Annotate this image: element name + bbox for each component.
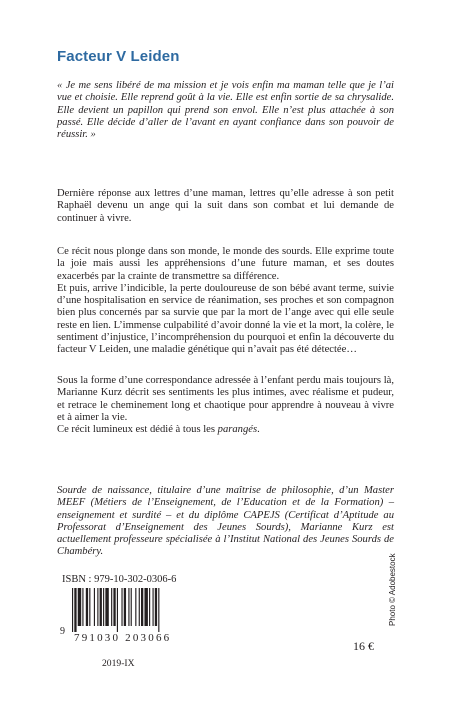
- summary-paragraph: Et puis, arrive l’indicible, la perte douloureuse de son bébé avant terme, suivie d’une hospitalisation en service de réanimation, ses proches et son compagnon bien plus concernés par sa survie que par la mort de l’ange avec qui elle seule reste en lien. L’immense culpabilité d’avoir donné la vie et la mort, la colère, le sentiment d’injustice, l’incompréhension du pourquoi et enfin la découverte du facteur V Leiden, une maladie génétique qui n’avait pas été détectée…: [57, 282, 394, 356]
- barcode-bar: [121, 588, 122, 626]
- dedication-end: .: [257, 424, 260, 436]
- barcode-bar: [113, 588, 115, 626]
- intro-paragraph: [57, 188, 394, 225]
- summary-section-1: [57, 246, 394, 357]
- barcode-bar: [155, 588, 157, 626]
- dedication-text: Ce récit lumineux est dédié à tous les: [57, 424, 218, 436]
- barcode-bar: [72, 588, 73, 632]
- barcode-bar: [131, 588, 132, 626]
- barcode-bar: [128, 588, 129, 626]
- quote-text: « Je me sens libéré de ma mission et je vois enfin ma maman telle que je l’ai vue et choisie. Elle reprend goût à la vie. Elle est enfin sortie de sa chrysalide. Elle devient un papillon qui prend son envol. Elle n’est plus attachée à son passé. Elle décide d’aller de l’avant en ayant confiance dans son pouvoir de réussir. »: [57, 80, 394, 141]
- barcode-bar: [139, 588, 140, 626]
- barcode-bar: [144, 588, 147, 626]
- excerpt-quote: [57, 80, 394, 141]
- intro-text: Dernière réponse aux lettres d’une maman, lettres qu’elle adresse à son petit Raphaël devenu un ange qui la suit dans son combat et lui demande de continuer à vivre.: [57, 188, 394, 224]
- barcode-digits: 791030 203066: [74, 632, 172, 644]
- edition-code: 2019-IX: [102, 658, 135, 669]
- barcode-bar: [94, 588, 95, 626]
- barcode-icon: [72, 588, 192, 632]
- photo-credit: Photo © Adobestock: [388, 553, 397, 626]
- summary-paragraph: Sous la forme d’une correspondance adressée à l’enfant perdu mais toujours là, Marianne Kurz décrit ses sentiments les plus intimes, avec réalisme et pudeur, et retrace le cheminement long et chaotique pour apprendre à nouveau à vivre et à aimer la vie.: [57, 375, 394, 423]
- summary-section-2: [57, 375, 394, 436]
- dedication-line: [57, 424, 394, 436]
- barcode-bar: [158, 588, 159, 632]
- barcode-first-digit: 9: [60, 626, 65, 637]
- barcode-bar: [78, 588, 81, 626]
- isbn-label: ISBN : 979-10-302-0306-6: [62, 574, 177, 585]
- book-title: Facteur V Leiden: [57, 48, 180, 65]
- barcode-bar: [117, 588, 118, 632]
- barcode-bar: [103, 588, 104, 626]
- barcode-bar: [124, 588, 126, 626]
- barcode-bar: [149, 588, 150, 626]
- dedication-word: parangés: [217, 424, 258, 436]
- barcode-bar: [105, 588, 108, 626]
- barcode-block: [60, 588, 192, 648]
- barcode-bar: [141, 588, 143, 626]
- barcode-bar: [74, 588, 76, 632]
- barcode-bar: [135, 588, 136, 626]
- barcode-bar: [97, 588, 98, 626]
- price-label: 16 €: [353, 639, 374, 653]
- barcode-bar: [86, 588, 88, 626]
- barcode-bar: [100, 588, 102, 626]
- barcode-bar: [89, 588, 90, 626]
- barcode-bar: [82, 588, 83, 626]
- barcode-bar: [153, 588, 154, 626]
- summary-paragraph: Ce récit nous plonge dans son monde, le monde des sourds. Elle exprime toute la joie mais aussi les appréhensions d’une future maman, et ses doutes exacerbés par la crainte de transmettre sa différence.: [57, 246, 394, 282]
- author-bio-text: Sourde de naissance, titulaire d’une maîtrise de philosophie, d’un Master MEEF (Métiers de l’Enseignement, de l’Education et de la Formation) – enseignement et surdité – et du diplôme CAPEJS (Certificat d’Aptitude au Professorat d’Enseignement des Jeunes Sourds), Marianne Kurz est actuellement professeure spécialisée à l’Institut National des Jeunes Sourds de Chambéry.: [57, 485, 394, 558]
- barcode-bar: [111, 588, 112, 626]
- author-bio: [57, 485, 394, 559]
